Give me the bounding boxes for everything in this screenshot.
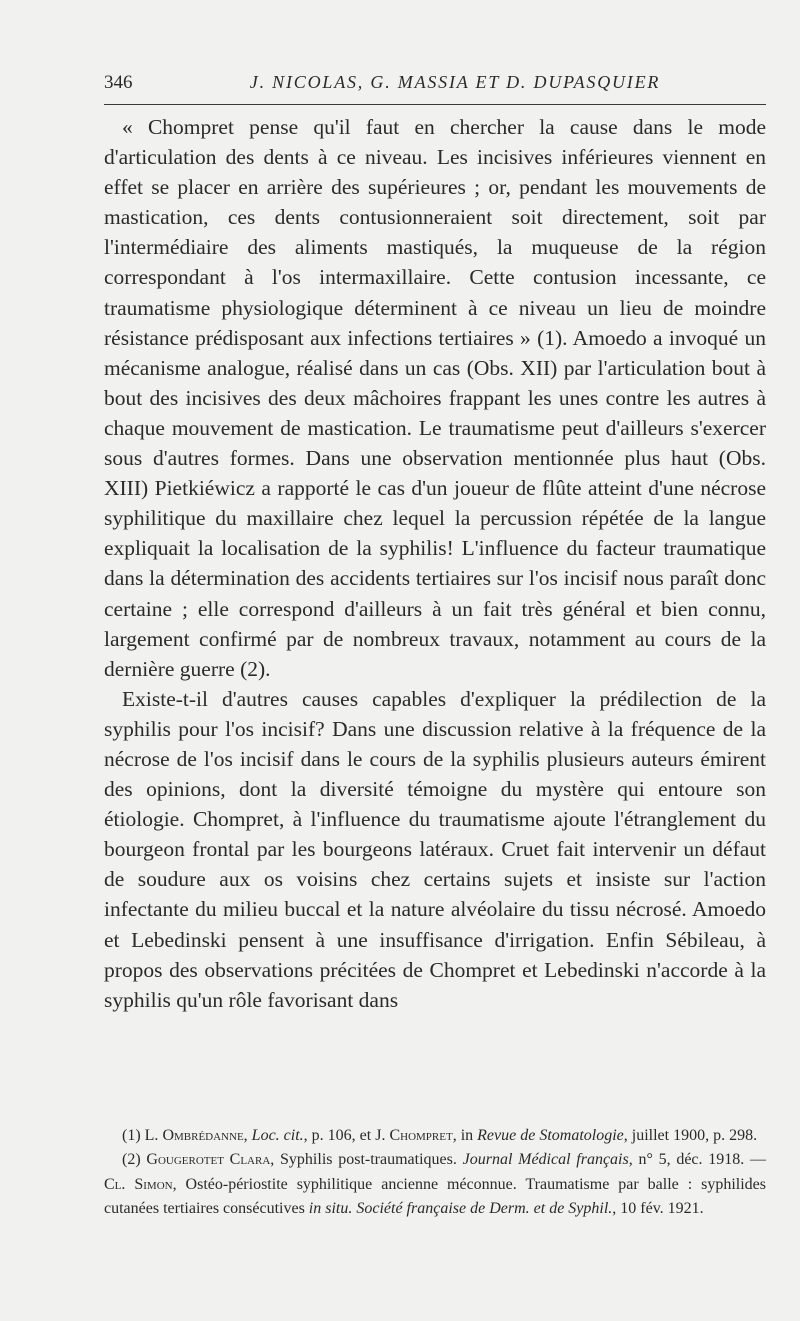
running-title: J. NICOLAS, G. MASSIA ET D. DUPASQUIER <box>249 72 661 92</box>
body-text <box>104 112 766 1015</box>
header-rule <box>104 104 766 105</box>
paragraph-2: Existe-t-il d'autres causes capables d'expliquer la prédilection de la syphilis pour l'os incisif? Dans une discussion relative à la fréquence de la nécrose de l'os incisif dans le cours de la syphilis plusieurs auteurs émirent des opinions, dont la diversité témoigne du mystère qui entoure son étiologie. Chompret, à l'influence du traumatisme ajoute l'étranglement du bourgeon frontal par les bourgeons latéraux. Cruet fait intervenir un défaut de soudure aux os voisins chez certains sujets et insiste sur l'action infectante du milieu buccal et la nature alvéolaire du tissu nécrosé. Amoedo et Lebedinski pensent à une insuffisance d'irrigation. Enfin Sébileau, à propos des observations précitées de Chompret et Lebedinski n'accorde à la syphilis qu'un rôle favorisant dans <box>104 686 766 1012</box>
footnote-2: (2) Gougerotet Clara, Syphilis post-traumatiques. Journal Médical français, n° 5, déc. 1918. — Cl. Simon, Ostéo-périostite syphilitique ancienne méconnue. Traumatisme par balle : syphilides cutanées tertiaires consécutives in situ. Société française de Derm. et de Syphil., 10 fév. 1921. <box>104 1151 767 1218</box>
page-header <box>104 72 766 102</box>
page-number: 346 <box>104 72 133 93</box>
paragraph-1: « Chompret pense qu'il faut en chercher la cause dans le mode d'articulation des dents à ce niveau. Les incisives inférieures viennent en effet se placer en arrière des supérieures ; or, pendant les mouvements de mastication, ces dents contusionneraient soit directement, soit par l'intermédiaire des aliments mastiqués, la muqueuse de la région correspondant à l'os intermaxillaire. Cette contusion incessante, ce traumatisme physiologique déterminent à ce niveau un lieu de moindre résistance prédisposant aux infections tertiaires » (1). Amoedo a invoqué un mécanisme analogue, réalisé dans un cas (Obs. XII) par l'articulation bout à bout des incisives des deux mâchoires frappant les unes contre les autres à chaque mouvement de mastication. Le traumatisme peut d'ailleurs s'exercer sous d'autres formes. Dans une observation mentionnée plus haut (Obs. XIII) Pietkiéwicz a rapporté le cas d'un joueur de flûte atteint d'une nécrose syphilitique du maxillaire chez lequel la percussion répétée de la langue expliquait la localisation de la syphilis! L'influence du facteur traumatique dans la détermination des accidents tertiaires sur l'os incisif nous paraît donc certaine ; elle correspond d'ailleurs à un fait très général et bien connu, largement confirmé par de nombreux travaux, notamment au cours de la dernière guerre (2). <box>104 115 766 681</box>
footnote-1: (1) L. Ombrédanne, Loc. cit., p. 106, et J. Chompret, in Revue de Stomatologie, juillet 1900, p. 298. <box>122 1127 758 1144</box>
footnotes <box>104 1124 766 1222</box>
